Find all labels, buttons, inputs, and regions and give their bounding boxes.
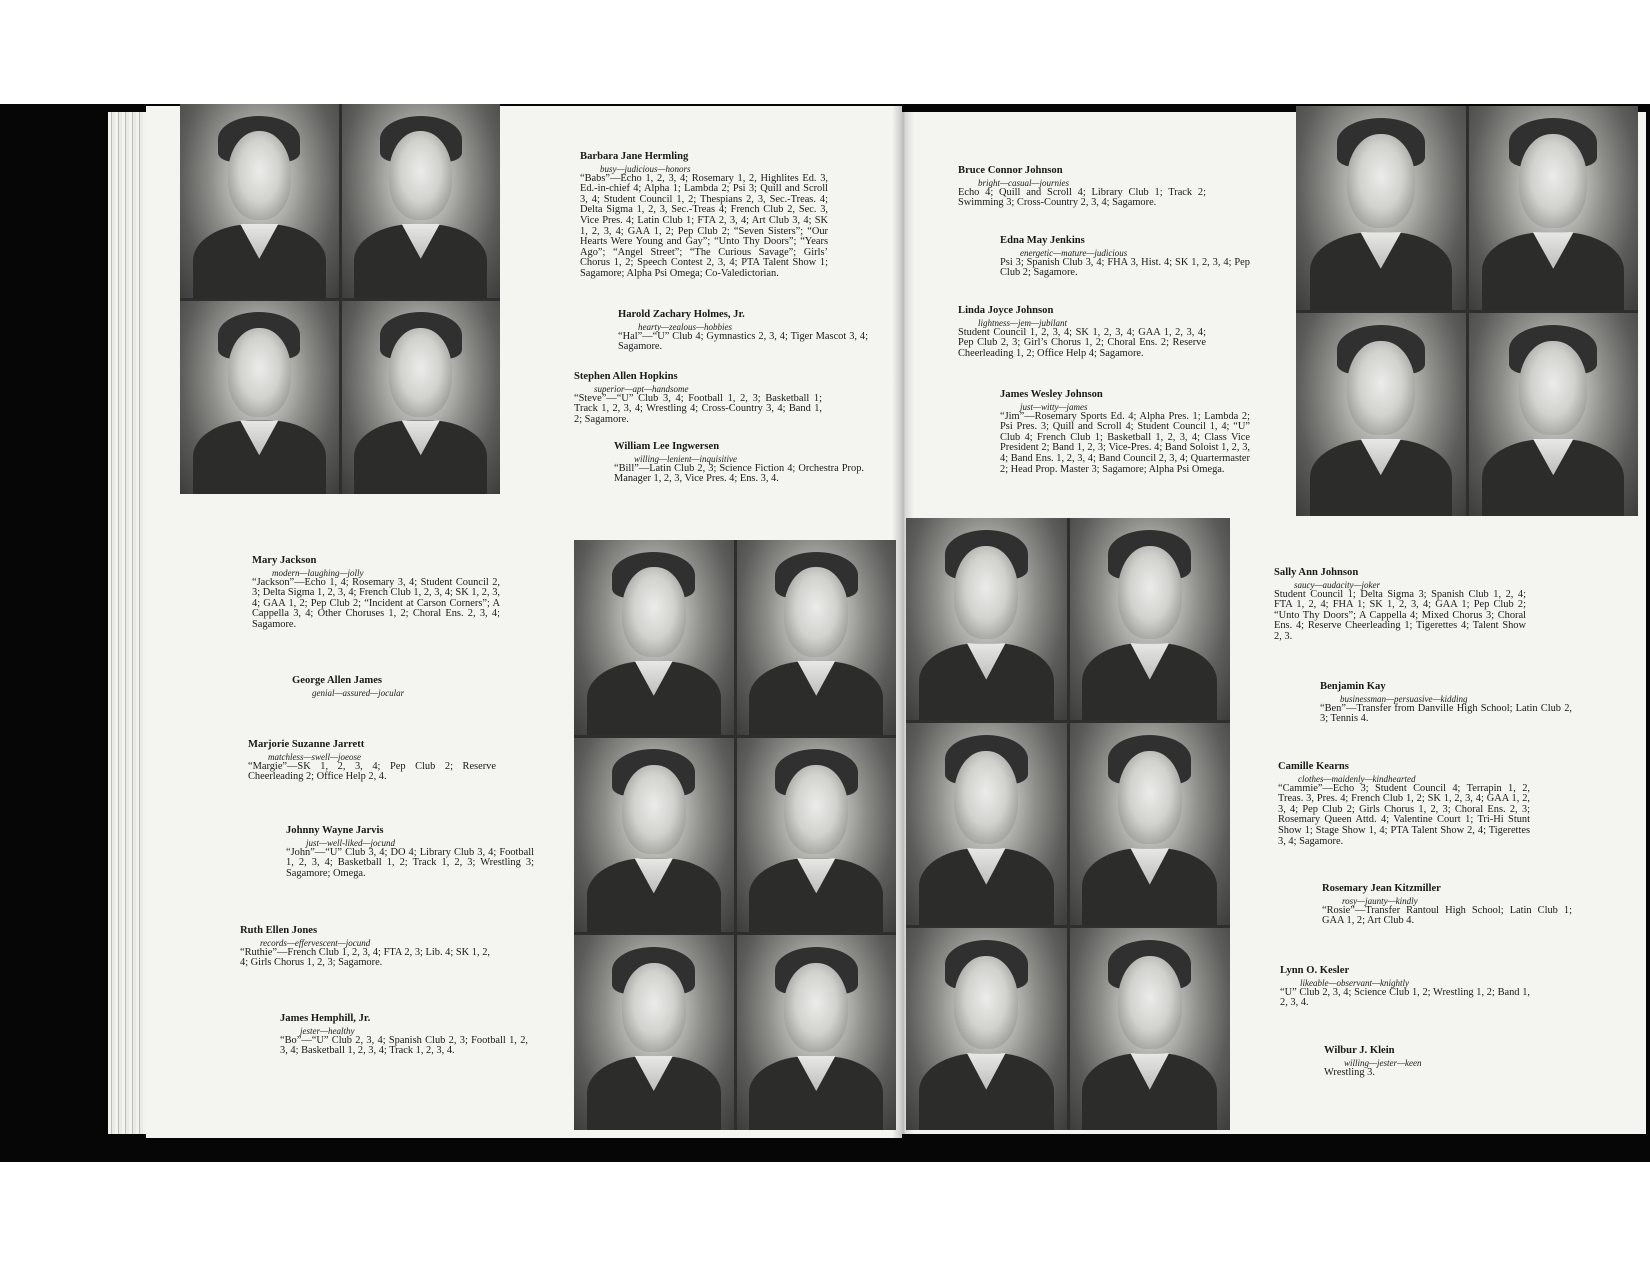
student-name: Ruth Ellen Jones — [240, 925, 318, 936]
student-portrait — [1469, 313, 1639, 517]
student-name: Bruce Connor Johnson — [958, 165, 1063, 176]
page-edges — [108, 112, 148, 1134]
student-activities: “Cammie”—Echo 3; Student Council 4; Terrapin 1, 2, Treas. 3, Pres. 4; French Club 1, 2; SK 1, 2, 3, 4; GAA 1, 2, 3, 4; Pep Club 2; Girls Chorus 1, 2, 3; Choral Ens. 2, 3; Rosemary Queen Attd. 4; Valentine Court 1; Tri-Hi Stunt Show 1; Stage Show 1, 4; PTA Talent Show 2, 4; Tigerettes 3, 4; Sagamore. — [1278, 782, 1530, 847]
student-activities: Student Council 1, 2, 3, 4; SK 1, 2, 3, 4; GAA 1, 2, 3, 4; Pep Club 2, 3; Girl’s Chorus 1, 2; Choral Ens. 2; Reserve Cheerleading 1, 2; Office Help 4; Sagamore. — [958, 326, 1206, 359]
student-portrait — [574, 540, 734, 735]
student-name: James Wesley Johnson — [1000, 389, 1103, 400]
student-activities: Wrestling 3. — [1324, 1066, 1375, 1078]
student-portrait — [1469, 106, 1639, 310]
student-portrait — [737, 738, 897, 933]
student-activities: “Bill”—Latin Club 2, 3; Science Fiction 4; Orchestra Prop. Manager 1, 2, 3, Vice Pres. 4; Ens. 3, 4. — [614, 462, 864, 485]
photo-grid-bottom-left — [574, 540, 896, 1130]
student-entry — [1278, 762, 1530, 847]
student-activities: Psi 3; Spanish Club 3, 4; FHA 3, Hist. 4; SK 1, 2, 3, 4; Pep Club 2; Sagamore. — [1000, 256, 1250, 279]
student-portrait — [1296, 313, 1466, 517]
student-portrait — [1296, 106, 1466, 310]
student-traits: matchless—swell—joeose — [268, 751, 361, 762]
student-portrait — [180, 104, 339, 298]
student-portrait — [1070, 723, 1231, 925]
student-name: Harold Zachary Holmes, Jr. — [618, 309, 745, 320]
student-name: Lynn O. Kesler — [1280, 965, 1350, 976]
student-name: Wilbur J. Klein — [1324, 1045, 1395, 1056]
student-entry — [248, 740, 496, 783]
student-traits: businessman—persuasive—kidding — [1340, 693, 1468, 704]
student-portrait — [574, 935, 734, 1130]
photo-grid-bottom-right — [906, 518, 1230, 1130]
student-entry — [958, 166, 1206, 209]
student-portrait — [180, 301, 339, 495]
student-name: Sally Ann Johnson — [1274, 567, 1359, 578]
student-name: George Allen James — [292, 675, 383, 686]
student-entry — [1000, 390, 1250, 475]
student-traits: rosy—jaunty—kindly — [1342, 895, 1418, 906]
student-activities: “Jim”—Rosemary Sports Ed. 4; Alpha Pres. 1; Lambda 2; Psi Pres. 3; Quill and Scroll 4; Student Council 1, 4; “U” Club 4; French Club 1; Basketball 1, 2, 3, 4; Class Vice President 2; Band 1, 2, 3; Vice-Pres. 4; Band Soloist 1, 2, 3, 4; Band Ens. 1, 2, 3, 4; Band Council 2, 3, 4; Quartermaster 2; Head Prop. Master 3; Sagamore; Alpha Psi Omega. — [1000, 410, 1250, 475]
student-portrait — [906, 928, 1067, 1130]
student-name: James Hemphill, Jr. — [280, 1013, 371, 1024]
student-activities: “Hal”—“U” Club 4; Gymnastics 2, 3, 4; Tiger Mascot 3, 4; Sagamore. — [618, 330, 868, 353]
student-entry — [618, 310, 868, 353]
student-portrait — [906, 723, 1067, 925]
student-portrait — [342, 104, 501, 298]
student-entry — [1274, 568, 1526, 643]
student-activities: “Ben”—Transfer from Danville High School; Latin Club 2, 3; Tennis 4. — [1320, 702, 1572, 725]
student-activities: “John”—“U” Club 3, 4; DO 4; Library Club 3, 4; Football 1, 2, 3, 4; Basketball 1, 2; Track 1, 2, 3; Wrestling 3; Sagamore; Omega. — [286, 846, 534, 879]
student-name: Linda Joyce Johnson — [958, 305, 1054, 316]
student-activities: “Jackson”—Echo 1, 4; Rosemary 3, 4; Student Council 2, 3; Delta Sigma 1, 2, 3, 4; French Club 1, 2, 3, 4; SK 1, 2, 3, 4; GAA 1, 2; Pep Club 2; “Incident at Carson Corners”; A Cappella 3, 4; Other Choruses 1, 2; Choral Ens. 2, 3, 4; Sagamore. — [252, 576, 500, 630]
student-entry — [240, 926, 490, 969]
student-name: Marjorie Suzanne Jarrett — [248, 739, 365, 750]
student-name: Stephen Allen Hopkins — [574, 371, 678, 382]
student-traits: hearty—zealous—hobbies — [638, 321, 732, 332]
student-traits: lightness—jem—jubilant — [978, 317, 1068, 328]
student-traits: busy—judicious—honors — [600, 163, 691, 174]
student-name: Mary Jackson — [252, 555, 317, 566]
student-entry — [574, 372, 822, 425]
student-activities: “Bo”—“U” Club 2, 3, 4; Spanish Club 2, 3; Football 1, 2, 3, 4; Basketball 1, 2, 3, 4; Track 1, 2, 3, 4. — [280, 1034, 528, 1057]
student-entry — [280, 1014, 528, 1057]
photo-grid-top-right — [1296, 106, 1638, 516]
student-entry — [252, 556, 500, 631]
student-traits: jester—healthy — [300, 1025, 355, 1036]
student-traits: energetic—mature—judicious — [1020, 247, 1128, 258]
student-traits: modern—laughing—jolly — [272, 567, 364, 578]
student-traits: saucy—audacity—joker — [1294, 579, 1380, 590]
student-name: Camille Kearns — [1278, 761, 1349, 772]
student-portrait — [1070, 928, 1231, 1130]
student-entry — [958, 306, 1206, 359]
student-portrait — [906, 518, 1067, 720]
photo-grid-top-left — [180, 104, 500, 494]
student-entry — [286, 826, 534, 879]
student-name: Johnny Wayne Jarvis — [286, 825, 384, 836]
student-traits: just—well-liked—jocund — [306, 837, 395, 848]
student-activities: “U” Club 2, 3, 4; Science Club 1, 2; Wrestling 1, 2; Band 1, 2, 3, 4. — [1280, 986, 1530, 1009]
student-traits: willing—jester—keen — [1344, 1057, 1422, 1068]
student-name: Rosemary Jean Kitzmiller — [1322, 883, 1441, 894]
student-portrait — [574, 738, 734, 933]
student-entry — [1320, 682, 1572, 725]
student-traits: superior—apt—handsome — [594, 383, 689, 394]
student-entry — [1324, 1046, 1524, 1078]
student-portrait — [1070, 518, 1231, 720]
student-activities: “Babs”—Echo 1, 2, 3, 4; Rosemary 1, 2, Highlites Ed. 3, Ed.-in-chief 4; Alpha 1; Lambda 2; Psi 3; Quill and Scroll 3, 4; Student Council 1, 2; Thespians 2, 3, Sec.-Treas. 4; Delta Sigma 1, 2, 3, Sec.-Treas 4; French Club 2, Sec. 3, Vice Pres. 4; Latin Club 1; FTA 2, 3, 4; Art Club 3, 4; SK 1, 2, 3, 4; GAA 1, 2; Pep Club 2; “Seven Sisters”; “Our Hearts Were Young and Gay”; “Unto Thy Doors”; “Years Ago”; “Angel Street”; “The Curious Savage”; Girls’ Chorus 1, 2; Speech Contest 2, 3, 4; PTA Talent Show 1; Sagamore; Alpha Psi Omega; Co-Valedictorian. — [580, 172, 828, 279]
student-activities: “Steve”—“U” Club 3, 4; Football 1, 2, 3; Basketball 1; Track 1, 2, 3, 4; Wrestling 4; Cross-Country 3, 4; Band 1, 2; Sagamore. — [574, 392, 822, 425]
student-name: Barbara Jane Hermling — [580, 151, 689, 162]
student-portrait — [737, 935, 897, 1130]
student-entry — [580, 152, 828, 280]
student-entry — [614, 442, 864, 485]
student-activities: Echo 4; Quill and Scroll 4; Library Club 1; Track 2; Swimming 3; Cross-Country 2, 3, 4; Sagamore. — [958, 186, 1206, 209]
student-entry — [1000, 236, 1250, 279]
student-activities: “Ruthie”—French Club 1, 2, 3, 4; FTA 2, 3; Lib. 4; SK 1, 2, 4; Girls Chorus 1, 2, 3; Sagamore. — [240, 946, 490, 969]
student-traits: clothes—maidenly—kindhearted — [1298, 773, 1416, 784]
student-traits: genial—assured—jocular — [312, 687, 405, 698]
student-entry — [292, 676, 522, 698]
student-entry — [1280, 966, 1530, 1009]
student-activities: Student Council 1; Delta Sigma 3; Spanish Club 1, 2, 4; FTA 1, 2, 4; FHA 1; SK 1, 2, 3, 4; GAA 1; Pep Club 2; “Unto Thy Doors”; A Cappella 4; Mixed Chorus 3; Choral Ens. 4; Reserve Cheerleading 1; Tigerettes 4; Talent Show 2, 3. — [1274, 588, 1526, 642]
student-name: Benjamin Kay — [1320, 681, 1386, 692]
student-portrait — [342, 301, 501, 495]
student-traits: just—witty—james — [1020, 401, 1088, 412]
student-traits: bright—casual—journies — [978, 177, 1070, 188]
student-entry — [1322, 884, 1572, 927]
student-traits: likeable—observant—knightly — [1300, 977, 1409, 988]
student-name: Edna May Jenkins — [1000, 235, 1085, 246]
student-activities: “Margie”—SK 1, 2, 3, 4; Pep Club 2; Reserve Cheerleading 2; Office Help 2, 4. — [248, 760, 496, 783]
student-activities: “Rosie”—Transfer Rantoul High School; Latin Club 1; GAA 1, 2; Art Club 4. — [1322, 904, 1572, 927]
student-traits: willing—lenient—inquisitive — [634, 453, 737, 464]
student-portrait — [737, 540, 897, 735]
student-name: William Lee Ingwersen — [614, 441, 720, 452]
student-traits: records—effervescent—jocund — [260, 937, 371, 948]
